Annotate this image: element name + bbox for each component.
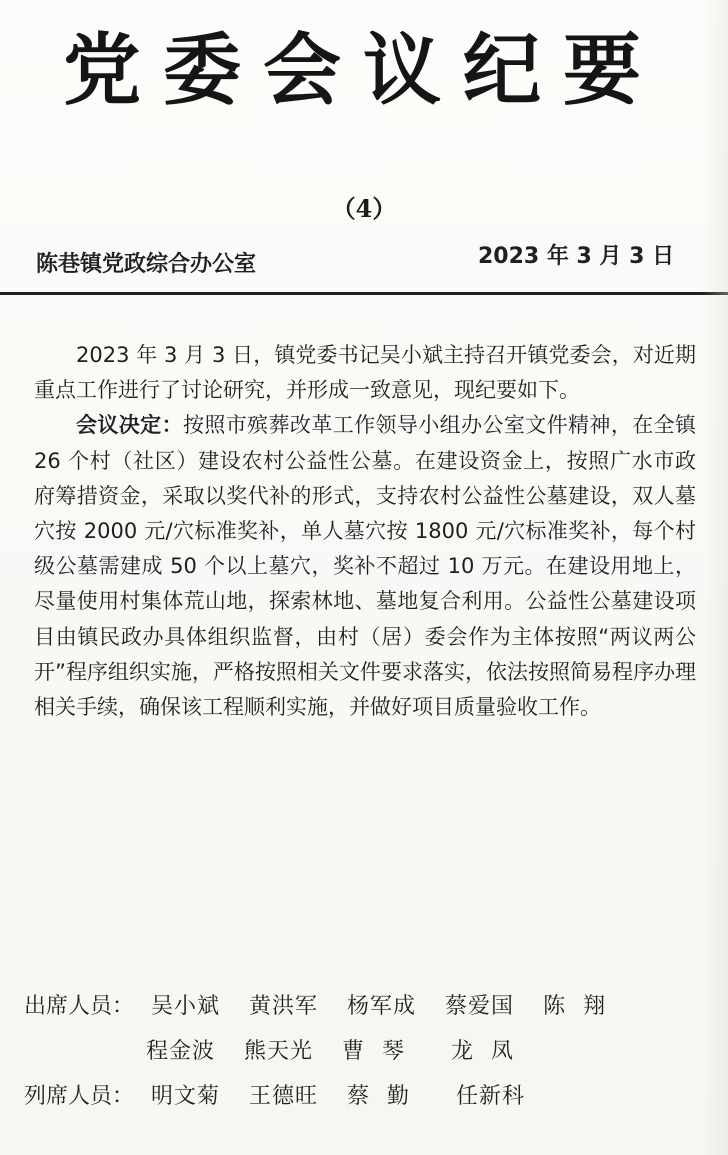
header-divider — [0, 292, 728, 295]
present-row-2 — [146, 1037, 553, 1067]
issuing-office: 陈巷镇党政综合办公室 — [36, 252, 257, 277]
present-name: 陈翔 — [543, 994, 624, 1019]
decision-label: 会议决定： — [76, 413, 183, 438]
observer-name: 王德旺 — [249, 1084, 319, 1109]
observer-label: 列席人员： — [24, 1084, 135, 1109]
body-paragraph-1: 2023 年 3 月 3 日，镇党委书记吴小斌主持召开镇党委会，对近期重点工作进行了讨论研究，并形成一致意见，现纪要如下。 — [34, 343, 696, 403]
present-name: 蔡爱国 — [445, 994, 515, 1019]
present-name: 程金波 — [146, 1039, 216, 1064]
document-date: 2023 年 3 月 3 日 — [478, 244, 675, 269]
issue-number: （4） — [331, 194, 397, 223]
present-label: 出席人员： — [24, 994, 135, 1019]
minutes-body — [34, 338, 696, 725]
observer-name: 明文菊 — [151, 1084, 221, 1109]
page-title: 党委会议纪要 — [62, 26, 663, 116]
present-name: 黄洪军 — [249, 994, 319, 1019]
paper-edge-shadow — [702, 0, 728, 1155]
present-name: 吴小斌 — [151, 994, 221, 1019]
decision-text: 按照市殡葬改革工作领导小组办公室文件精神，在全镇 26 个村（社区）建设农村公益性公墓。在建设资金上，按照广水市政府筹措资金，采取以奖代补的形式，支持农村公益性公墓建设，双人墓穴按 2000 元/穴标准奖补，单人墓穴按 1800 元/穴标准奖补，每个村级公墓需建成 50 个以上墓穴，奖补不超过 10 万元。在建设用地上，尽量使用村集体荒山地，探索林地、墓地复合利用。公益性公墓建设项目由镇民政办具体组织监督，由村（居）委会作为主体按照“两议两公开”程序组织实施，严格按照相关文件要求落实，依法按照简易程序办理相关手续，确保该工程顺利实施，并做好项目质量验收工作。 — [34, 413, 697, 720]
present-name: 熊天光 — [244, 1039, 314, 1064]
present-name: 杨军成 — [347, 994, 417, 1019]
present-name: 曹琴 — [342, 1039, 423, 1064]
present-row-1 — [24, 992, 645, 1022]
observer-row — [24, 1082, 547, 1112]
observer-name: 蔡勤 — [347, 1084, 428, 1109]
observer-name: 任新科 — [456, 1084, 526, 1109]
present-name: 龙凤 — [451, 1039, 532, 1064]
body-paragraph-2 — [34, 408, 696, 725]
